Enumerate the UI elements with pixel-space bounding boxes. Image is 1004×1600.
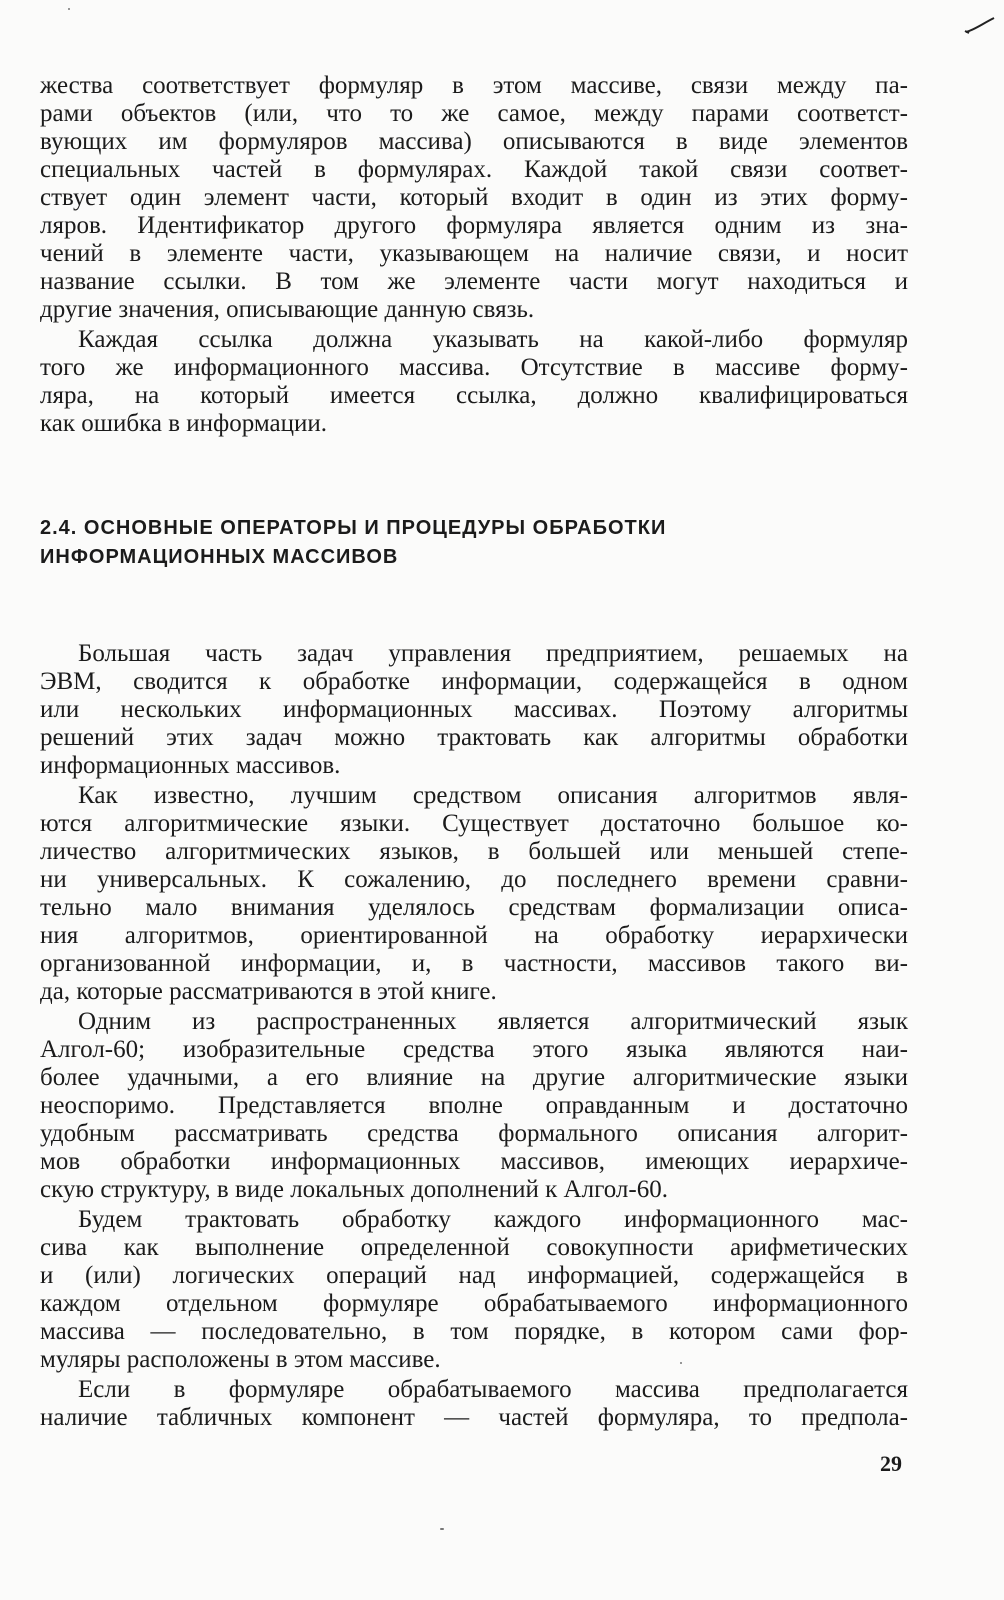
text-line: муляры расположены в этом массиве. <box>40 1346 441 1373</box>
text-line: Каждая ссылка должна указывать на какой-либо формуляр <box>78 326 908 353</box>
text-line: чений в элементе части, указывающем на наличие связи, и носит <box>40 240 908 267</box>
text-line: информационных массивов. <box>40 752 341 779</box>
text-line: скую структуру, в виде локальных дополнений к Алгол-60. <box>40 1176 668 1203</box>
section-heading: ИНФОРМАЦИОННЫХ МАССИВОВ <box>40 546 399 568</box>
text-line: Будем трактовать обработку каждого информационного мас- <box>78 1206 908 1233</box>
text-line: наличие табличных компонент — частей формуляра, то предпола- <box>40 1404 908 1431</box>
text-line: Большая часть задач управления предприятием, решаемых на <box>78 640 908 667</box>
section-heading: 2.4. ОСНОВНЫЕ ОПЕРАТОРЫ И ПРОЦЕДУРЫ ОБРАБОТКИ <box>40 517 667 539</box>
text-line: рами объектов (или, что то же самое, между парами соответст- <box>40 100 908 127</box>
scan-speck <box>680 1362 682 1364</box>
text-line: ния алгоритмов, ориентированной на обработку иерархически <box>40 922 908 949</box>
text-line: того же информационного массива. Отсутствие в массиве форму- <box>40 354 908 381</box>
text-line: другие значения, описывающие данную связь. <box>40 296 535 323</box>
text-line: Алгол-60; изобразительные средства этого языка являются наи- <box>40 1036 908 1063</box>
scan-speck <box>68 8 70 10</box>
text-line: неоспоримо. Представляется вполне оправданным и достаточно <box>40 1092 908 1119</box>
text-line: Как известно, лучшим средством описания алгоритмов явля- <box>78 782 908 809</box>
text-line: ляров. Идентификатор другого формуляра является одним из зна- <box>40 212 908 239</box>
text-line: ются алгоритмические языки. Существует достаточно большое ко- <box>40 810 908 837</box>
margin-pencil-mark <box>960 14 1000 38</box>
text-line: или нескольких информационных массивах. Поэтому алгоритмы <box>40 696 908 723</box>
text-line: каждом отдельном формуляре обрабатываемого информационного <box>40 1290 908 1317</box>
text-line: ствует один элемент части, который входит в один из этих форму- <box>40 184 908 211</box>
text-line: вующих им формуляров массива) описываются в виде элементов <box>40 128 908 155</box>
text-line: ни универсальных. К сожалению, до последнего времени сравни- <box>40 866 908 893</box>
text-line: да, которые рассматриваются в этой книге. <box>40 978 497 1005</box>
text-line: ЭВМ, сводится к обработке информации, содержащейся в одном <box>40 668 908 695</box>
text-line: массива — последовательно, в том порядке, в котором сами фор- <box>40 1318 908 1345</box>
text-line: организованной информации, и, в частности, массивов такого ви- <box>40 950 908 977</box>
page-number: 29 <box>880 1451 902 1476</box>
text-line: более удачными, а его влияние на другие алгоритмические языки <box>40 1064 908 1091</box>
text-line: мов обработки информационных массивов, имеющих иерархиче- <box>40 1148 908 1175</box>
text-line: решений этих задач можно трактовать как алгоритмы обработки <box>40 724 908 751</box>
text-line: Если в формуляре обрабатываемого массива предполагается <box>78 1376 908 1403</box>
text-line: название ссылки. В том же элементе части могут находиться и <box>40 268 908 295</box>
text-line: сива как выполнение определенной совокупности арифметических <box>40 1234 908 1261</box>
scan-speck <box>440 1528 444 1530</box>
text-line: личество алгоритмических языков, в большей или меньшей степе- <box>40 838 908 865</box>
text-line: жества соответствует формуляр в этом массиве, связи между па- <box>40 72 908 99</box>
text-line: специальных частей в формулярах. Каждой такой связи соответ- <box>40 156 908 183</box>
text-line: тельно мало внимания уделялось средствам формализации описа- <box>40 894 908 921</box>
text-line: и (или) логических операций над информацией, содержащейся в <box>40 1262 908 1289</box>
text-line: Одним из распространенных является алгоритмический язык <box>78 1008 908 1035</box>
text-line: как ошибка в информации. <box>40 410 327 437</box>
text-line: ляра, на который имеется ссылка, должно квалифицироваться <box>40 382 908 409</box>
text-line: удобным рассматривать средства формального описания алгорит- <box>40 1120 908 1147</box>
